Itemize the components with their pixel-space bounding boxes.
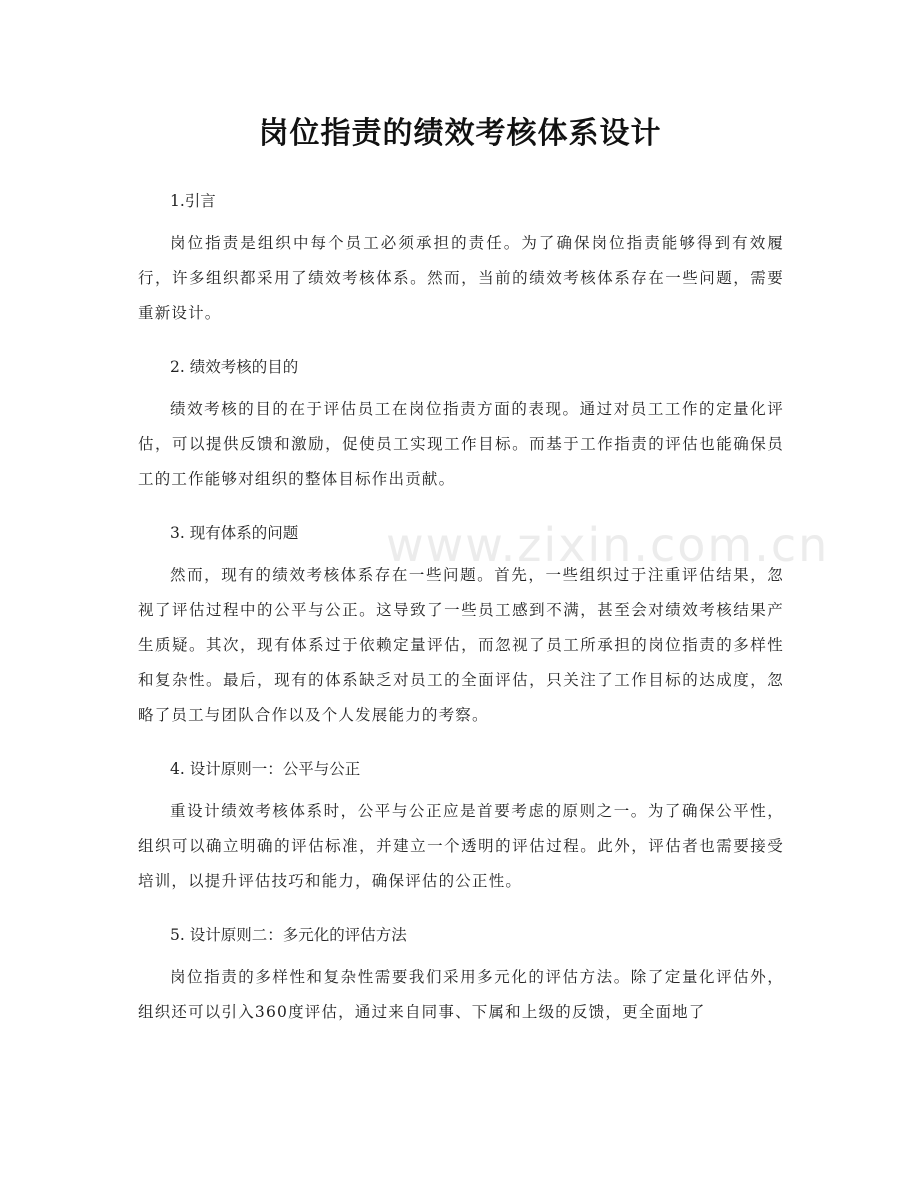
section-introduction [138, 176, 784, 331]
section-purpose [138, 342, 784, 497]
section-paragraph: 岗位指责是组织中每个员工必须承担的责任。为了确保岗位指责能够得到有效履行，许多组织都采用了绩效考核体系。然而，当前的绩效考核体系存在一些问题，需要重新设计。 [138, 234, 784, 322]
section-heading: 4. 设计原则一：公平与公正 [170, 760, 361, 778]
document-body [138, 176, 784, 1041]
document-title: 岗位指责的绩效考核体系设计 [258, 116, 662, 151]
section-heading: 1.引言 [170, 192, 216, 210]
section-paragraph: 然而，现有的绩效考核体系存在一些问题。首先，一些组织过于注重评估结果，忽视了评估过程中的公平与公正。这导致了一些员工感到不满，甚至会对绩效考核结果产生质疑。其次，现有体系过于依赖定量评估，而忽视了员工所承担的岗位指责的多样性和复杂性。最后，现有的体系缺乏对员工的全面评估，只关注了工作目标的达成度，忽略了员工与团队合作以及个人发展能力的考察。 [138, 566, 784, 724]
section-paragraph: 重设计绩效考核体系时，公平与公正应是首要考虑的原则之一。为了确保公平性，组织可以确立明确的评估标准，并建立一个透明的评估过程。此外，评估者也需要接受培训，以提升评估技巧和能力，确保评估的公正性。 [138, 802, 784, 890]
section-principle-fairness [138, 744, 784, 899]
section-heading: 5. 设计原则二：多元化的评估方法 [170, 926, 407, 944]
section-principle-diversified-methods [138, 910, 784, 1030]
watermark: www.zixin.com.cn [386, 518, 830, 572]
section-paragraph: 岗位指责的多样性和复杂性需要我们采用多元化的评估方法。除了定量化评估外，组织还可以引入360度评估，通过来自同事、下属和上级的反馈，更全面地了 [138, 968, 784, 1021]
section-heading: 3. 现有体系的问题 [170, 524, 299, 542]
section-paragraph: 绩效考核的目的在于评估员工在岗位指责方面的表现。通过对员工工作的定量化评估，可以提供反馈和激励，促使员工实现工作目标。而基于工作指责的评估也能确保员工的工作能够对组织的整体目标作出贡献。 [138, 400, 784, 488]
section-existing-problems [138, 508, 784, 733]
section-heading: 2. 绩效考核的目的 [170, 358, 299, 376]
